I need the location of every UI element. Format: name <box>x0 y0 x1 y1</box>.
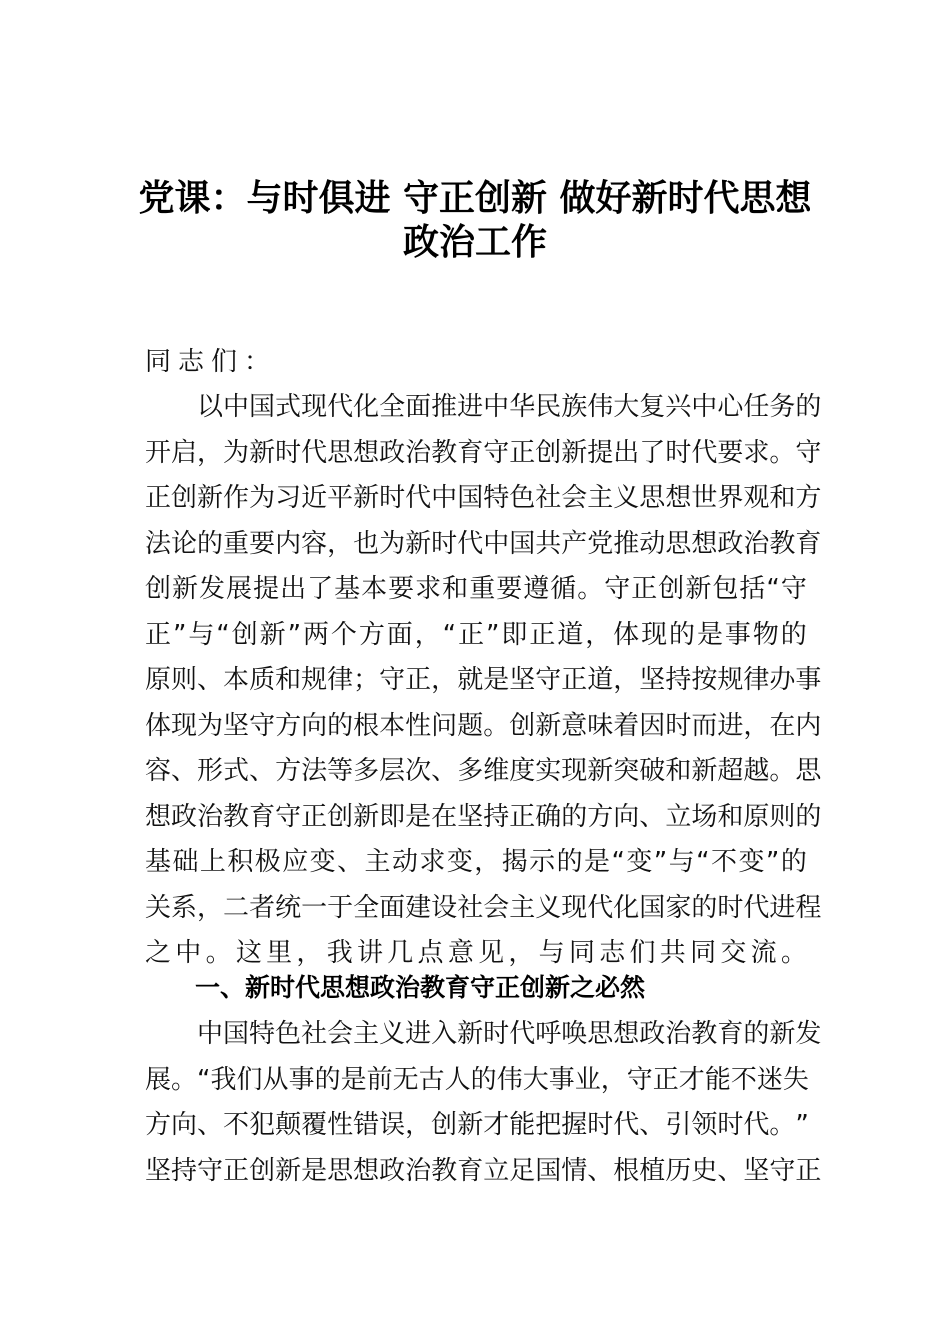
document-title-line-2: 政治工作 <box>402 221 547 263</box>
text-line: 容 、 形 式 、 方 法 等 多 层 次 、 多 维 度 实 现 新 突 破 和 新 超 越 。 思 <box>145 756 822 786</box>
text-line: 之 中 。 这 里 ， 我 讲 几 点 意 见 ， 与 同 志 们 共 同 交 流 。 <box>145 938 807 968</box>
text-line: 正 创 新 作 为 习 近 平 新 时 代 中 国 特 色 社 会 主 义 思 想 世 界 观 和 方 <box>145 483 822 513</box>
text-line: 正 ” 与 “ 创 新 ” 两 个 方 面 ， “ 正 ” 即 正 道 ， 体 现 的 是 事 物 的 <box>145 619 807 650</box>
text-line: 创 新 发 展 提 出 了 基 本 要 求 和 重 要 遵 循 。 守 正 创 新 包 括 “ 守 <box>145 574 807 604</box>
text-line: 开 启 ， 为 新 时 代 思 想 政 治 教 育 守 正 创 新 提 出 了 时 代 要 求 。 守 <box>145 437 822 468</box>
text-line: 法 论 的 重 要 内 容 ， 也 为 新 时 代 中 国 共 产 党 推 动 思 想 政 治 教 育 <box>145 528 822 559</box>
text-line: 坚 持 守 正 创 新 是 思 想 政 治 教 育 立 足 国 情 、 根 植 历 史 、 坚 守 正 <box>145 1155 822 1186</box>
text-line: 体 现 为 坚 守 方 向 的 根 本 性 问 题 。 创 新 意 味 着 因 时 而 进 ， 在 内 <box>145 710 822 741</box>
text-line: 中 国 特 色 社 会 主 义 进 入 新 时 代 呼 唤 思 想 政 治 教 育 的 新 发 <box>197 1019 822 1049</box>
text-line: 原 则 、 本 质 和 规 律 ； 守 正 ， 就 是 坚 守 正 道 ， 坚 持 按 规 律 办 事 <box>145 665 822 695</box>
text-line: 想 政 治 教 育 守 正 创 新 即 是 在 坚 持 正 确 的 方 向 、 立 场 和 原 则 的 <box>145 801 822 832</box>
section-1-heading: 一、新时代思想政治教育守正创新之必然 <box>195 973 646 1002</box>
salutation: 同 志 们 ： <box>145 347 271 377</box>
document-title-line-1: 党课：与时俱进 守正创新 做好新时代思想 <box>138 177 812 219</box>
text-line: 关 系 ， 二 者 统 一 于 全 面 建 设 社 会 主 义 现 代 化 国 家 的 时 代 进 程 <box>145 892 822 923</box>
text-line: 展 。 “ 我 们 从 事 的 是 前 无 古 人 的 伟 大 事 业 ， 守 正 才 能 不 迷 失 <box>145 1064 809 1095</box>
text-line: 基 础 上 积 极 应 变 、 主 动 求 变 ， 揭 示 的 是 “ 变 ” 与 “ 不 变 ” 的 <box>145 847 807 877</box>
text-line: 方 向 、 不 犯 颠 覆 性 错 误 ， 创 新 才 能 把 握 时 代 、 引 领 时 代 。 ” <box>145 1110 809 1140</box>
text-line: 以 中 国 式 现 代 化 全 面 推 进 中 华 民 族 伟 大 复 兴 中 心 任 务 的 <box>197 392 822 422</box>
